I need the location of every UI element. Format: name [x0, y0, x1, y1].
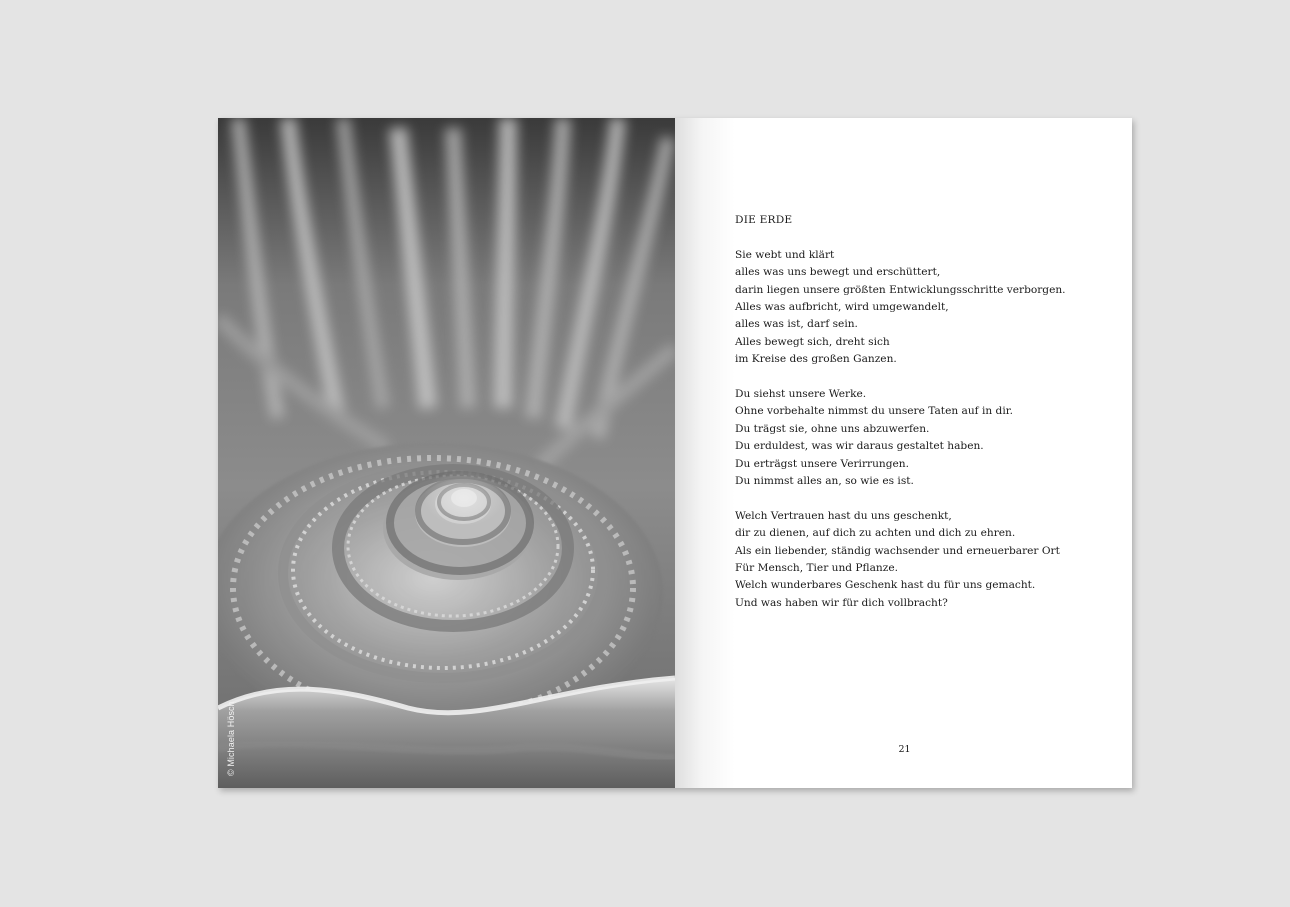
gutter-shadow	[675, 118, 735, 788]
poem-line: Welch wunderbares Geschenk hast du für uns gemacht.	[735, 579, 1036, 592]
poem-line: alles was ist, darf sein.	[735, 318, 858, 331]
poem-line: Du erduldest, was wir daraus gestaltet haben.	[735, 440, 984, 453]
page-number-container	[675, 744, 1132, 755]
poem-line: Für Mensch, Tier und Pflanze.	[735, 562, 898, 575]
poem-line: Ohne vorbehalte nimmst du unsere Taten auf in dir.	[735, 405, 1013, 418]
poem-line: Welch Vertrauen hast du uns geschenkt,	[735, 509, 952, 522]
stanza-2	[735, 386, 1115, 490]
poem-line: Du trägst sie, ohne uns abzuwerfen.	[735, 422, 930, 435]
poem	[735, 212, 1115, 630]
poem-line: Alles was aufbricht, wird umgewandelt,	[735, 301, 949, 314]
page-number: 21	[898, 744, 911, 755]
poem-line: darin liegen unsere größten Entwicklungsschritte verborgen.	[735, 283, 1066, 296]
poem-line: Du nimmst alles an, so wie es ist.	[735, 475, 914, 488]
poem-line: Du erträgst unsere Verirrungen.	[735, 457, 909, 470]
photo-credit: © Michaela Hösch	[226, 701, 236, 776]
poem-line: Als ein liebender, ständig wachsender und erneuerbarer Ort	[735, 544, 1060, 557]
poem-line: im Kreise des großen Ganzen.	[735, 353, 897, 366]
poem-line: Sie webt und klärt	[735, 248, 835, 261]
poem-line: Alles bewegt sich, dreht sich	[735, 335, 890, 348]
book-spread	[218, 118, 1132, 788]
poem-title: DIE ERDE	[735, 214, 793, 226]
text-page	[675, 118, 1132, 788]
stanza-1	[735, 247, 1115, 369]
spiral-shell-photo	[218, 118, 675, 788]
poem-line: Du siehst unsere Werke.	[735, 388, 867, 401]
photo-page	[218, 118, 675, 788]
stanza-3	[735, 508, 1115, 612]
poem-line: dir zu dienen, auf dich zu achten und dich zu ehren.	[735, 527, 1016, 540]
poem-line: alles was uns bewegt und erschüttert,	[735, 266, 941, 279]
poem-line: Und was haben wir für dich vollbracht?	[735, 596, 948, 609]
